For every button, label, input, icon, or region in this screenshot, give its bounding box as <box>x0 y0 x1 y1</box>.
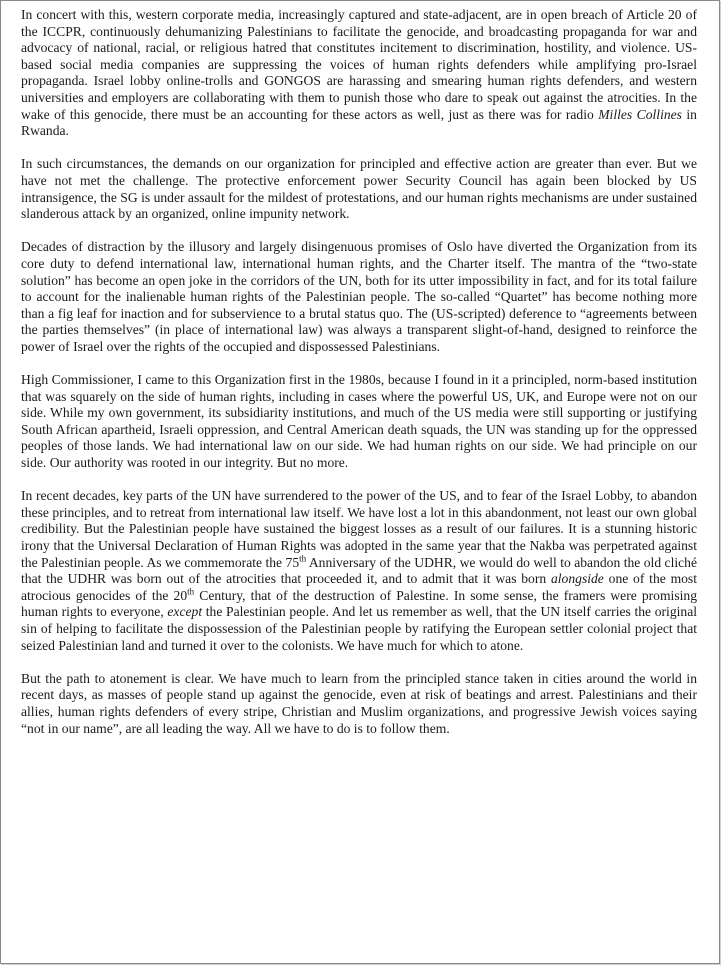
text-run: in Rwanda. <box>21 106 697 139</box>
document-body <box>21 7 697 737</box>
text-run: In such circumstances, the demands on our organization for principled and effective action are greater than ever. But we have not met the challenge. The protective enforcement power Security Council has again been blocked by US intransigence, the SG is under assault for the mildest of protestations, and our human rights mechanisms are under sustained slanderous attack by an organized, online impunity network. <box>21 156 697 222</box>
text-run: In recent decades, key parts of the UN have surrendered to the power of the US, and to fear of the Israel Lobby, to abandon these principles, and to retreat from international law itself. We have lost a lot in this abandonment, not least our own global credibility. But the Palestinian people have sustained the biggest losses as a result of our failures. It is a stunning historic irony that the Universal Declaration of Human Rights was adopted in the same year that the Nakba was perpetrated against the Palestinian people. As we commemorate the 75 <box>21 488 697 570</box>
paragraph-circumstances <box>21 156 697 222</box>
italic-text: Milles Collines <box>598 106 682 122</box>
superscript-text: th <box>299 553 307 564</box>
text-run: the Palestinian people. And let us remember as well, that the UN itself carries the original sin of helping to facilitate the dispossession of the Palestinian people by ratifying the European settler colonial project that seized Palestinian land and turned it over to the colonists. We have much for which to atone. <box>21 604 698 653</box>
text-run: one of the most atrocious genocides of the 20 <box>21 571 698 603</box>
paragraph-oslo-distraction <box>21 239 697 355</box>
text-run: Decades of distraction by the illusory and largely disingenuous promises of Oslo have diverted the Organization from its core duty to defend international law, international human rights, and the Charter itself. The mantra of the “two-state solution” has become an open joke in the corridors of the UN, both for its utter impossibility in fact, and for its total failure to account for the inalienable human rights of the Palestinian people. The so-called “Quartet” has become nothing more than a fig leaf for inaction and for subservience to a brutal status quo. The (US-scripted) deference to “agreements between the parties themselves” (in place of international law) was always a transparent slight-of-hand, designed to reinforce the power of Israel over the rights of the occupied and dispossessed Palestinians. <box>21 239 697 354</box>
text-run: But the path to atonement is clear. We have much to learn from the principled stance taken in cities around the world in recent days, as masses of people stand up against the genocide, even at risk of beatings and arrest. Palestinians and their allies, human rights defenders of every stripe, Christian and Muslim organizations, and progressive Jewish voices saying “not in our name”, are all leading the way. All we have to do is to follow them. <box>21 670 697 736</box>
paragraph-path-to-atonement <box>21 671 697 737</box>
italic-text: except <box>167 604 203 620</box>
italic-text: alongside <box>550 571 604 587</box>
paragraph-media-breach <box>21 7 697 140</box>
superscript-text: th <box>187 586 195 597</box>
text-run: In concert with this, western corporate media, increasingly captured and state-adjacent, are in open breach of Article 20 of the ICCPR, continuously dehumanizing Palestinians to facilitate the genocide, and broadcasting propaganda for war and advocacy of national, racial, or religious hatred that constitutes incitement to discrimination, hostility, and violence. US-based social media companies are suppressing the voices of human rights defenders while amplifying pro-Israel propaganda. Israel lobby online-trolls and GONGOS are harassing and smearing human rights defenders, and western universities and employers are collaborating with them to punish those who dare to speak out against the atrocities. In the wake of this genocide, there must be an accounting for these actors as well, just as there was for radio <box>21 7 697 122</box>
text-run: High Commissioner, I came to this Organization first in the 1980s, because I found in it a principled, norm-based institution that was squarely on the side of human rights, including in cases where the powerful US, UK, and Europe were not on our side. While my own government, its subsidiarity institutions, and much of the US media were still supporting or justifying South African apartheid, Israeli oppression, and Central American death squads, the UN was standing up for the oppressed peoples of those lands. We had international law on our side. We had human rights on our side. We had principle on our side. Our authority was rooted in our integrity. But no more. <box>21 372 697 471</box>
text-run: Anniversary of the UDHR, we would do well to abandon the old cliché that the UDHR was born out of the atrocities that proceeded it, and to admit that it was born <box>21 554 698 587</box>
paragraph-high-commissioner <box>21 372 697 472</box>
text-run: Century, that of the destruction of Palestine. In some sense, the framers were promising human rights to everyone, <box>21 587 697 620</box>
paragraph-recent-decades <box>21 488 697 654</box>
